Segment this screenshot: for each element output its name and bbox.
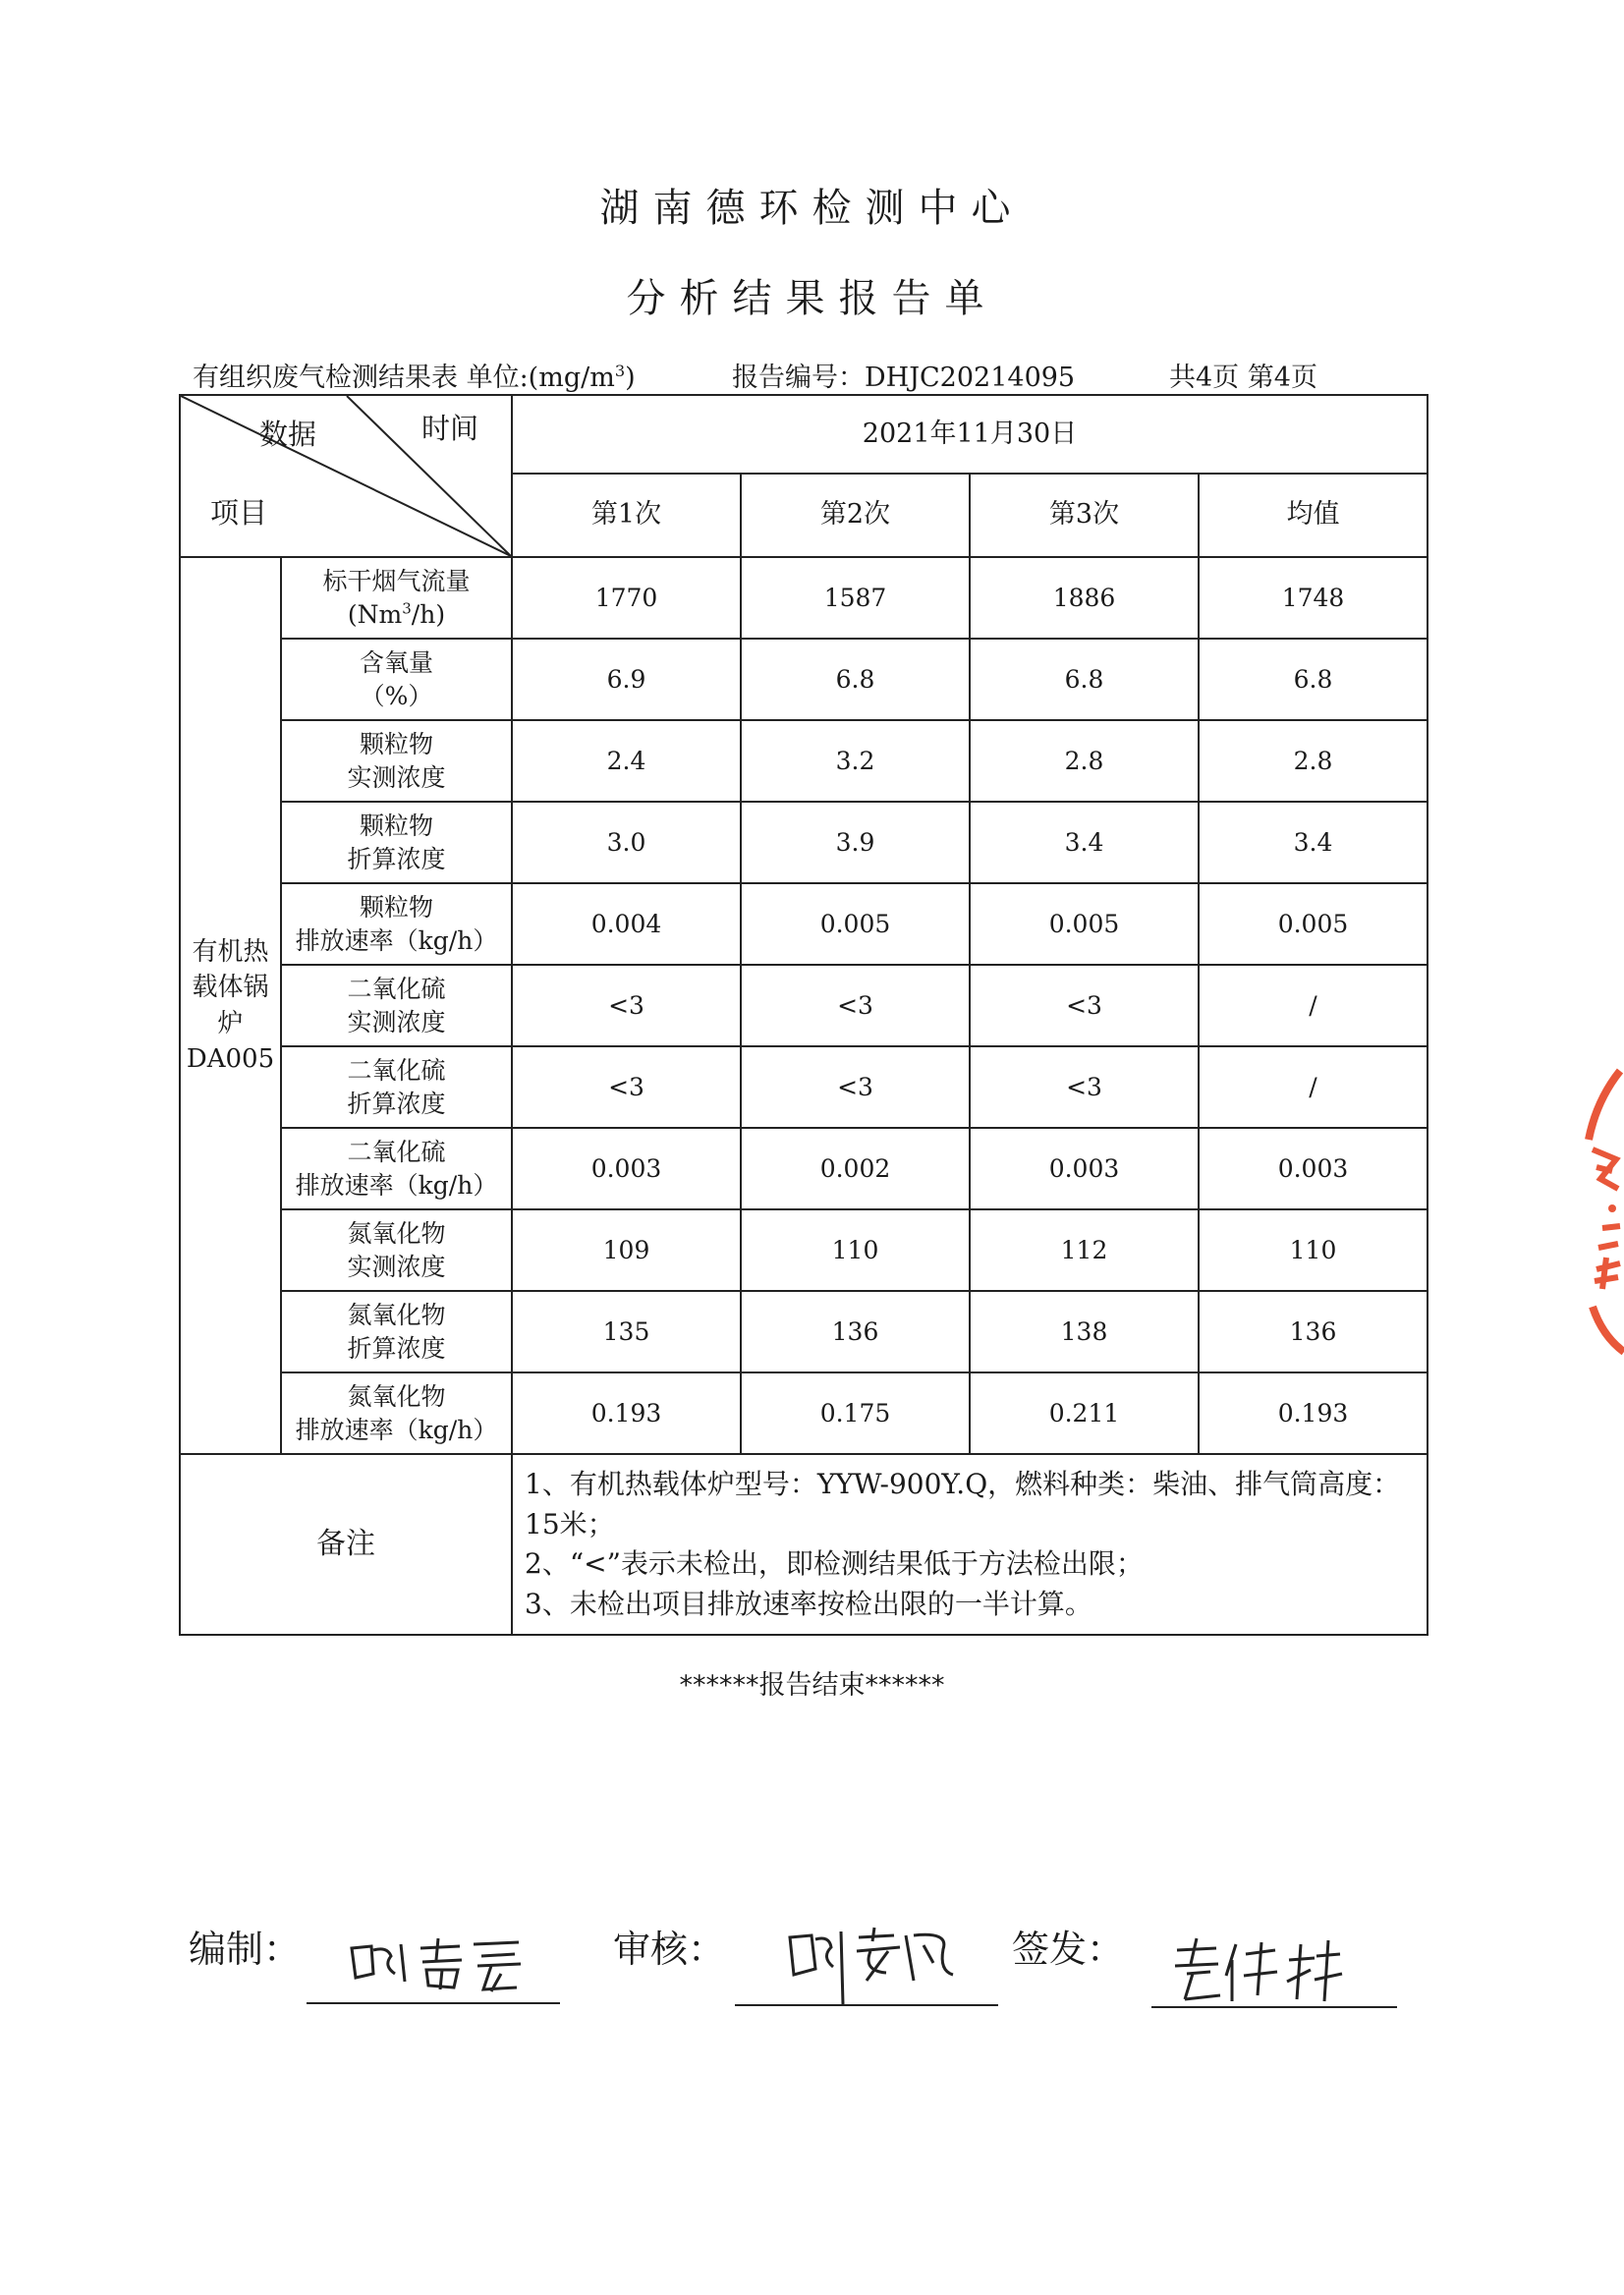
- reviewed-signature: [776, 1916, 963, 2014]
- value-cell: 0.193: [1199, 1372, 1428, 1454]
- parameter-label-cell: [281, 1209, 512, 1291]
- parameter-name: 颗粒物: [359, 892, 433, 922]
- value-cell: <3: [741, 1046, 970, 1128]
- value-cell: 0.211: [970, 1372, 1199, 1454]
- document-title: 分析结果报告单: [626, 276, 998, 321]
- parameter-qualifier: （%）: [360, 681, 433, 710]
- parameter-label-cell: [281, 965, 512, 1046]
- parameter-qualifier: 折算浓度: [347, 1333, 446, 1363]
- value-cell: <3: [970, 1046, 1199, 1128]
- parameter-qualifier: 实测浓度: [347, 1007, 446, 1036]
- prepared-by-label: 编制：: [189, 1928, 302, 1971]
- parameter-qualifier: 排放速率（kg/h）: [295, 1170, 498, 1200]
- value-cell: 0.003: [970, 1128, 1199, 1209]
- value-cell: 110: [741, 1209, 970, 1291]
- table-row: [180, 965, 1428, 1046]
- corner-header-cell: [180, 395, 512, 557]
- value-cell: 138: [970, 1291, 1199, 1372]
- parameter-name: 含氧量: [359, 647, 433, 677]
- parameter-name: 二氧化硫: [347, 974, 446, 1003]
- parameter-name: 二氧化硫: [347, 1137, 446, 1166]
- approved-signature: [1167, 1931, 1344, 2009]
- parameter-label-cell: [281, 883, 512, 965]
- value-cell: 1770: [512, 557, 741, 639]
- parameter-name: 氮氧化物: [347, 1300, 446, 1329]
- value-cell: 136: [1199, 1291, 1428, 1372]
- parameter-qualifier: 排放速率（kg/h）: [295, 925, 498, 955]
- value-cell: 3.4: [970, 802, 1199, 883]
- parameter-qualifier: 实测浓度: [347, 1252, 446, 1281]
- table-row: [180, 802, 1428, 883]
- value-cell: 3.2: [741, 720, 970, 802]
- value-cell: 3.0: [512, 802, 741, 883]
- parameter-label-cell: [281, 639, 512, 720]
- column-header-average: 均值: [1199, 474, 1428, 557]
- table-row: [180, 639, 1428, 720]
- table-row: [180, 720, 1428, 802]
- value-cell: 3.4: [1199, 802, 1428, 883]
- parameter-name: 氮氧化物: [347, 1218, 446, 1248]
- value-cell: <3: [512, 965, 741, 1046]
- note-line: 3、未检出项目排放速率按检出限的一半计算。: [525, 1587, 1092, 1620]
- table-row: [180, 557, 1428, 639]
- parameter-name: 标干烟气流量: [322, 566, 471, 595]
- value-cell: 112: [970, 1209, 1199, 1291]
- note-line: 1、有机热载体炉型号：YYW-900Y.Q，燃料种类：柴油、排气筒高度：15米；: [525, 1468, 1401, 1540]
- value-cell: 6.9: [512, 639, 741, 720]
- page-count: 共4页 第4页: [1169, 363, 1317, 393]
- table-row: [180, 883, 1428, 965]
- source-name-line: DA005: [186, 1043, 275, 1074]
- parameter-name: 颗粒物: [359, 811, 433, 840]
- table-row: [180, 1372, 1428, 1454]
- source-name-line: 有机热: [192, 936, 269, 967]
- value-cell: <3: [970, 965, 1199, 1046]
- parameter-label-cell: [281, 1372, 512, 1454]
- value-cell: 0.193: [512, 1372, 741, 1454]
- parameter-label-cell: [281, 720, 512, 802]
- value-cell: 0.003: [1199, 1128, 1428, 1209]
- value-cell: 109: [512, 1209, 741, 1291]
- value-cell: 3.9: [741, 802, 970, 883]
- value-cell: 1587: [741, 557, 970, 639]
- table-name: 有组织废气检测结果表 单位$:(mg/m^3)$: [193, 362, 636, 393]
- corner-item-label: 项目: [210, 496, 268, 530]
- value-cell: 0.005: [741, 883, 970, 965]
- value-cell: 1886: [970, 557, 1199, 639]
- org-title: 湖南德环检测中心: [599, 186, 1025, 231]
- table-row: [180, 1209, 1428, 1291]
- parameter-qualifier: 折算浓度: [347, 844, 446, 873]
- source-name-line: 载体锅: [192, 973, 269, 1003]
- note-line: 2、“<”表示未检出，即检测结果低于方法检出限；: [525, 1547, 1144, 1581]
- value-cell: 6.8: [1199, 639, 1428, 720]
- parameter-label-cell: [281, 1046, 512, 1128]
- value-cell: 0.002: [741, 1128, 970, 1209]
- corner-time-label: 时间: [421, 412, 479, 445]
- value-cell: 0.175: [741, 1372, 970, 1454]
- parameter-name: 氮氧化物: [347, 1381, 446, 1411]
- prepared-signature: [344, 1931, 531, 1999]
- notes-content: [512, 1454, 1428, 1635]
- reviewed-by-label: 审核：: [613, 1928, 726, 1971]
- results-table: [179, 394, 1428, 1636]
- notes-label: 备注: [180, 1454, 512, 1635]
- value-cell: 135: [512, 1291, 741, 1372]
- value-cell: 0.005: [970, 883, 1199, 965]
- value-cell: 110: [1199, 1209, 1428, 1291]
- value-cell: 136: [741, 1291, 970, 1372]
- parameter-label-cell: [281, 1291, 512, 1372]
- approved-by-label: 签发：: [1012, 1928, 1125, 1971]
- parameter-label-cell: [281, 557, 512, 639]
- report-number: 报告编号：DHJC20214095: [732, 363, 1076, 393]
- value-cell: 1748: [1199, 557, 1428, 639]
- corner-data-label: 数据: [259, 418, 317, 451]
- value-cell: 2.8: [1199, 720, 1428, 802]
- table-row: [180, 1128, 1428, 1209]
- value-cell: 0.003: [512, 1128, 741, 1209]
- value-cell: /: [1199, 965, 1428, 1046]
- parameter-label-cell: [281, 802, 512, 883]
- parameter-qualifier: 折算浓度: [347, 1089, 446, 1118]
- source-name-cell: [180, 557, 281, 1454]
- column-header-run2: 第2次: [741, 474, 970, 557]
- value-cell: 0.004: [512, 883, 741, 965]
- value-cell: 6.8: [741, 639, 970, 720]
- table-row: [180, 1291, 1428, 1372]
- column-header-run3: 第3次: [970, 474, 1199, 557]
- report-end-marker: ******报告结束******: [679, 1670, 945, 1701]
- column-header-run1: 第1次: [512, 474, 741, 557]
- parameter-qualifier: 排放速率（kg/h）: [295, 1415, 498, 1444]
- value-cell: 2.8: [970, 720, 1199, 802]
- parameter-label-cell: [281, 1128, 512, 1209]
- parameter-name: 颗粒物: [359, 729, 433, 758]
- value-cell: 2.4: [512, 720, 741, 802]
- value-cell: /: [1199, 1046, 1428, 1128]
- value-cell: 6.8: [970, 639, 1199, 720]
- value-cell: <3: [741, 965, 970, 1046]
- parameter-qualifier: 实测浓度: [347, 762, 446, 792]
- table-row: [180, 1046, 1428, 1128]
- source-name-line: 炉: [217, 1008, 244, 1038]
- value-cell: <3: [512, 1046, 741, 1128]
- prepared-signature-line: [307, 2002, 560, 2004]
- notes-row: [180, 1454, 1428, 1635]
- value-cell: 0.005: [1199, 883, 1428, 965]
- official-seal-edge: [1573, 1061, 1624, 1356]
- date-header: 2021年11月30日: [512, 395, 1428, 474]
- parameter-name: 二氧化硫: [347, 1055, 446, 1085]
- parameter-qualifier: (Nm$^3$/h): [347, 599, 446, 629]
